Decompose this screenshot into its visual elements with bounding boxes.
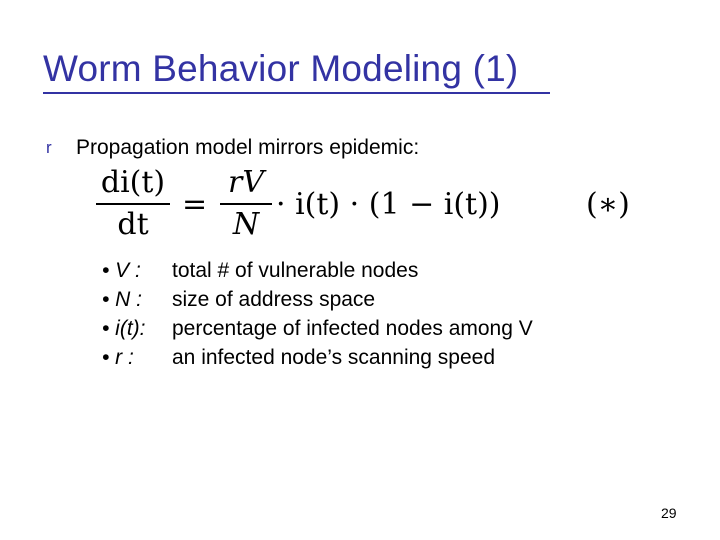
fraction-numerator: di(t) (100, 165, 166, 200)
definition-text: total # of vulnerable nodes (172, 259, 419, 282)
fraction-bar (96, 203, 170, 205)
equation-rhs: · i(t) · (1 − i(t)) (276, 187, 501, 222)
equals-sign: = (182, 187, 208, 222)
definition-row (102, 285, 533, 314)
bullet-item (46, 133, 419, 163)
definition-symbol: • r : (102, 346, 134, 369)
bullet-marker: r (46, 138, 52, 157)
fraction-denominator: dt (117, 206, 149, 242)
definition-row (102, 343, 533, 372)
fraction-bar (220, 203, 272, 205)
fraction-numerator: rV (227, 165, 264, 200)
definition-symbol: • V : (102, 259, 141, 282)
equation (96, 165, 636, 245)
definition-symbol: • N : (102, 288, 143, 311)
fraction-denominator: N (232, 206, 260, 242)
definition-text: an infected node’s scanning speed (172, 346, 496, 369)
bullet-text: Propagation model mirrors epidemic: (76, 136, 420, 159)
page-number: 29 (661, 505, 677, 521)
title-underline (43, 92, 550, 94)
derivative-fraction (96, 165, 170, 243)
definition-list (102, 256, 533, 372)
equation-tag: (∗) (586, 187, 630, 222)
rate-fraction (220, 165, 272, 243)
definition-row (102, 314, 533, 343)
definition-symbol: • i(t): (102, 317, 146, 340)
slide-title: Worm Behavior Modeling (1) (43, 48, 519, 89)
definition-text: percentage of infected nodes among V (172, 317, 533, 340)
definition-text: size of address space (172, 288, 376, 311)
definition-row (102, 256, 533, 285)
